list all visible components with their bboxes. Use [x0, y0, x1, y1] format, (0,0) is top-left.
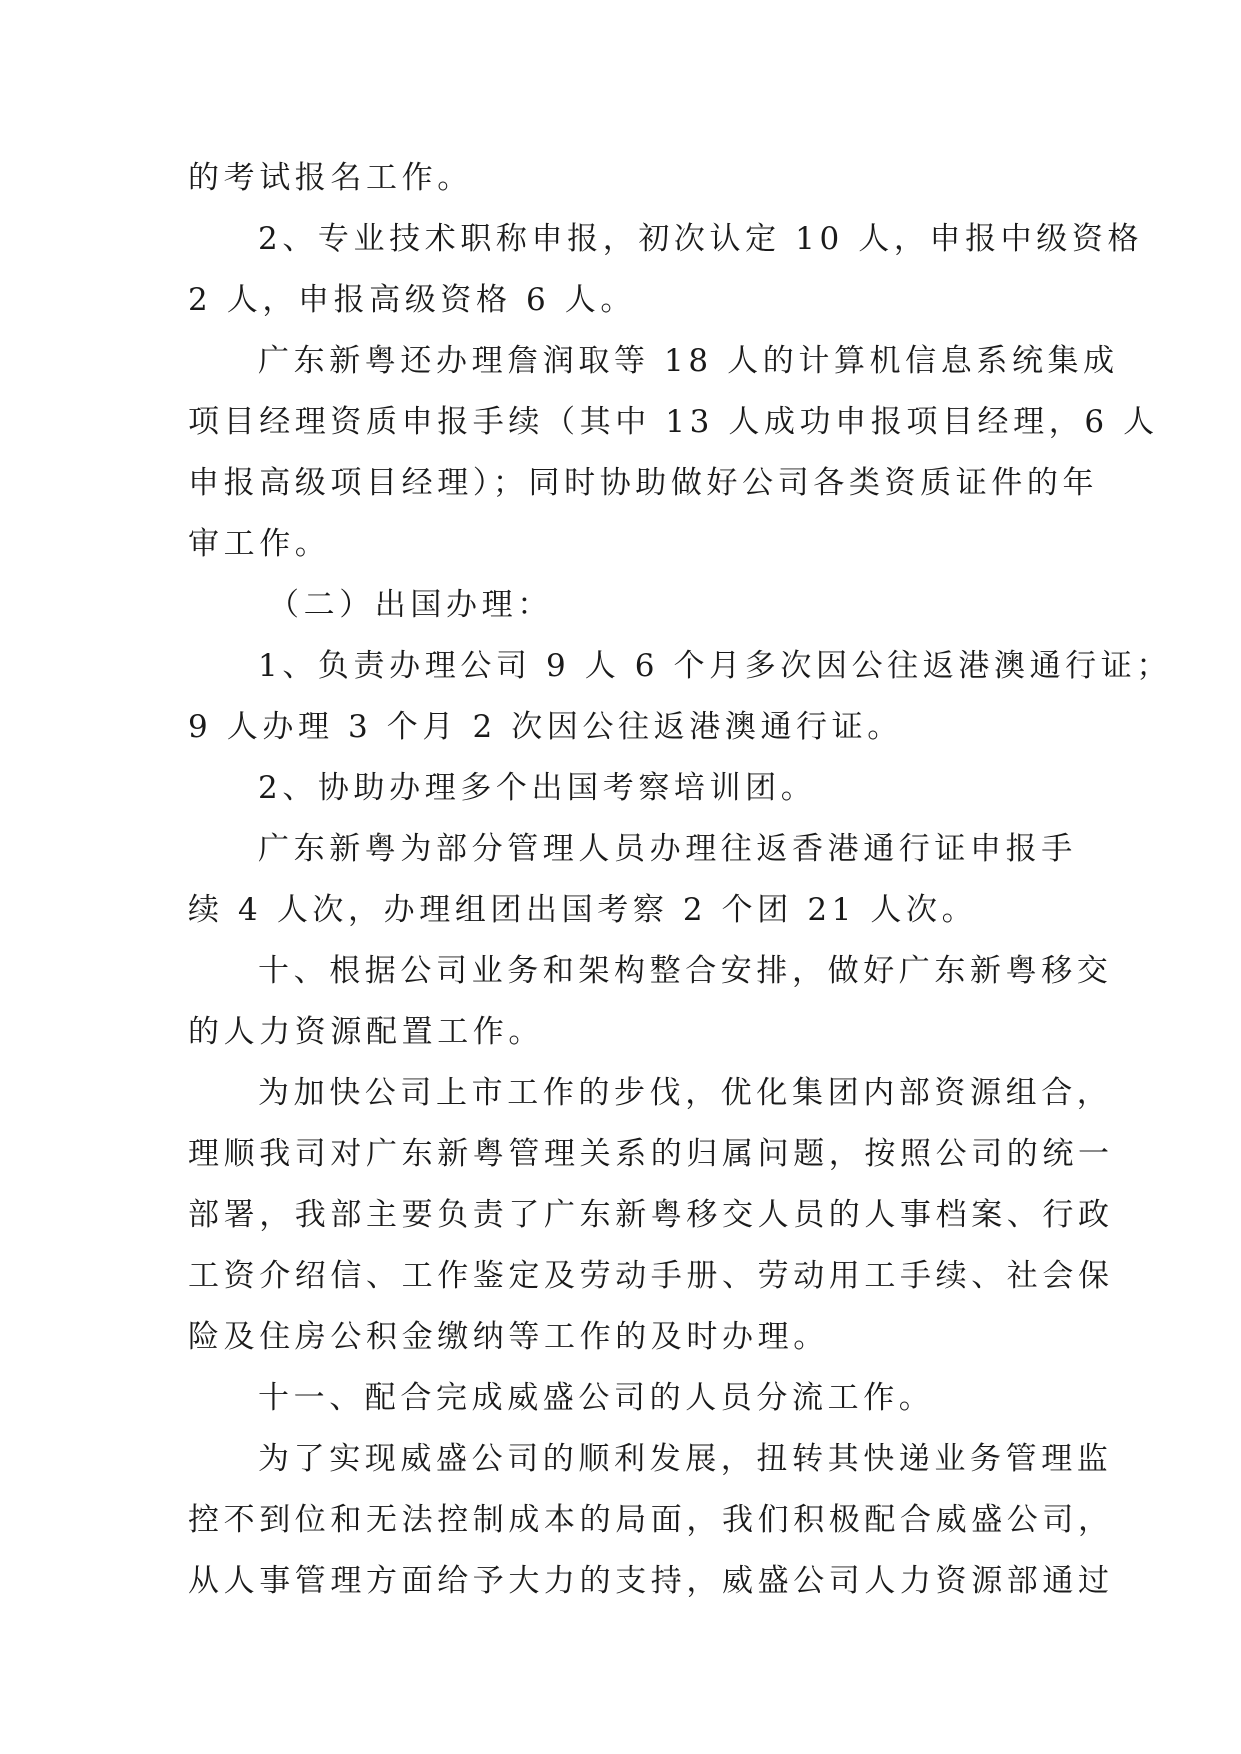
text-line: 为加快公司上市工作的步伐，优化集团内部资源组合，	[258, 1075, 1113, 1111]
section-heading: （二）出国办理：	[268, 587, 553, 623]
text-line: 险及住房公积金缴纳等工作的及时办理。	[188, 1319, 829, 1355]
text-line: 为了实现威盛公司的顺利发展，扭转其快递业务管理监	[258, 1441, 1113, 1477]
body-text	[188, 148, 1172, 1612]
text-line: 工资介绍信、工作鉴定及劳动手册、劳动用工手续、社会保	[188, 1258, 1114, 1294]
text-line: 理顺我司对广东新粤管理关系的归属问题，按照公司的统一	[188, 1136, 1114, 1172]
text-line: 从人事管理方面给予大力的支持，威盛公司人力资源部通过	[188, 1563, 1114, 1599]
text-line: 2、协助办理多个出国考察培训团。	[258, 770, 817, 806]
text-line: 2 人，申报高级资格 6 人。	[188, 282, 637, 318]
section-heading: 十一、配合完成威盛公司的人员分流工作。	[258, 1380, 935, 1416]
text-line: 审工作。	[188, 526, 331, 562]
text-line: 续 4 人次，办理组团出国考察 2 个团 21 人次。	[188, 892, 978, 928]
text-line: 控不到位和无法控制成本的局面，我们积极配合威盛公司，	[188, 1502, 1114, 1538]
text-line: 部署，我部主要负责了广东新粤移交人员的人事档案、行政	[188, 1197, 1114, 1233]
text-line: 的考试报名工作。	[188, 160, 473, 196]
text-line: 1、负责办理公司 9 人 6 个月多次因公往返港澳通行证；	[258, 648, 1172, 684]
section-heading: 十、根据公司业务和架构整合安排，做好广东新粤移交	[258, 953, 1113, 989]
text-line: 2、专业技术职称申报，初次认定 10 人，申报中级资格	[258, 221, 1144, 257]
text-line: 项目经理资质申报手续（其中 13 人成功申报项目经理，6 人	[188, 404, 1159, 440]
text-line: 9 人办理 3 个月 2 次因公往返港澳通行证。	[188, 709, 903, 745]
text-line: 广东新粤为部分管理人员办理往返香港通行证申报手	[258, 831, 1077, 867]
text-line: 广东新粤还办理詹润取等 18 人的计算机信息系统集成	[258, 343, 1119, 379]
text-line: 的人力资源配置工作。	[188, 1014, 544, 1050]
text-line: 申报高级项目经理）；同时协助做好公司各类资质证件的年	[188, 465, 1099, 501]
